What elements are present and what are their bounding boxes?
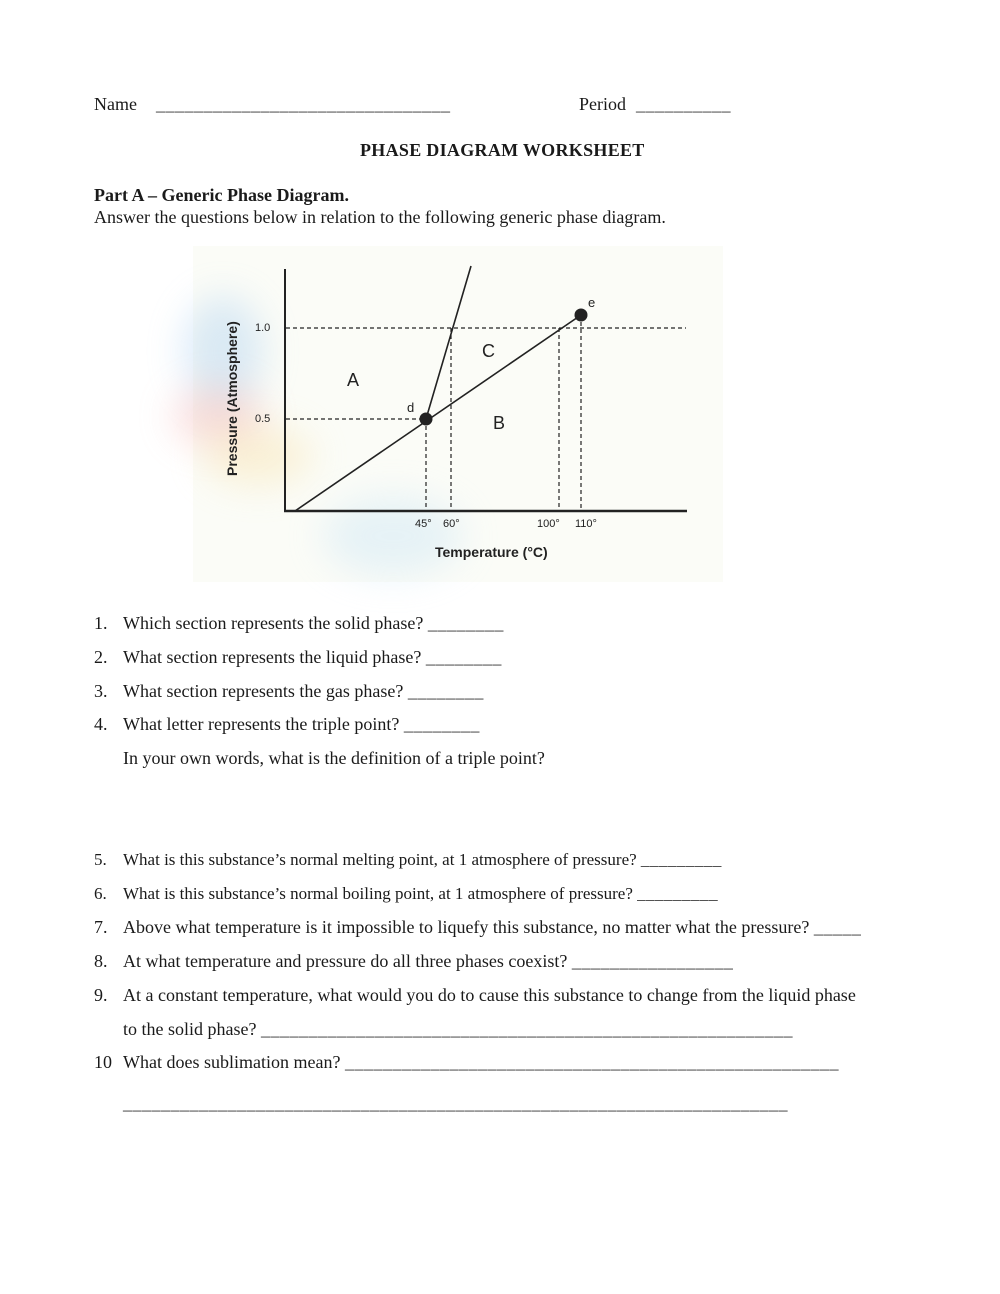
question-number: 1.	[94, 613, 108, 633]
part-a-heading: Part A – Generic Phase Diagram.	[94, 185, 349, 205]
region-a-label: A	[347, 370, 360, 390]
question-10-continued	[94, 1093, 788, 1114]
part-a-instructions: Answer the questions below in relation to the following generic phase diagram.	[94, 207, 666, 227]
question-text: In your own words, what is the definition of a triple point?	[123, 748, 545, 768]
question-text: Which section represents the solid phase?	[123, 613, 424, 633]
x-axis-label: Temperature (°C)	[435, 544, 548, 560]
x-tick-60: 60°	[443, 518, 460, 530]
question-number: 6.	[94, 884, 107, 903]
y-axis-label: Pressure (Atmosphere)	[224, 321, 240, 476]
question-2	[94, 647, 502, 668]
answer-blank[interactable]: _________________	[571, 951, 734, 971]
answer-blank[interactable]: ________________________________________________________	[260, 1019, 793, 1039]
y-tick-1-0: 1.0	[255, 322, 271, 334]
x-tick-100: 100°	[537, 518, 560, 530]
question-text: What is this substance’s normal melting point, at 1 atmosphere of pressure?	[123, 850, 637, 869]
question-text: What letter represents the triple point?	[123, 714, 400, 734]
answer-blank[interactable]: ____________________________________________________	[344, 1052, 839, 1072]
question-5	[94, 850, 722, 870]
question-text: Above what temperature is it impossible to liquefy this substance, no matter what the pressure?	[123, 917, 810, 937]
question-10	[94, 1052, 839, 1073]
answer-blank[interactable]: _____	[813, 917, 862, 937]
question-text: What section represents the gas phase?	[123, 681, 404, 701]
answer-blank[interactable]: ________	[425, 647, 502, 667]
question-number: 5.	[94, 850, 107, 869]
question-text: to the solid phase?	[123, 1019, 257, 1039]
question-number: 3.	[94, 681, 108, 701]
question-4	[94, 714, 480, 735]
name-field[interactable]: _______________________________	[156, 94, 451, 114]
name-label: Name	[94, 94, 137, 114]
answer-blank[interactable]: ________	[403, 714, 480, 734]
question-1	[94, 613, 504, 634]
point-d-label: d	[407, 400, 415, 415]
phase-diagram-figure	[193, 246, 723, 582]
critical-point-e	[575, 309, 588, 322]
region-b-label: B	[493, 413, 506, 433]
question-text: At what temperature and pressure do all three phases coexist?	[123, 951, 568, 971]
question-9	[94, 985, 856, 1006]
question-text: What is this substance’s normal boiling point, at 1 atmosphere of pressure?	[123, 884, 633, 903]
question-number: 7.	[94, 917, 108, 937]
question-3	[94, 681, 484, 702]
answer-blank[interactable]: _________	[640, 850, 722, 869]
phase-diagram-chart	[193, 246, 723, 582]
period-field[interactable]: __________	[636, 94, 731, 114]
period-label: Period	[579, 94, 626, 114]
question-7	[94, 917, 861, 938]
page-title: PHASE DIAGRAM WORKSHEET	[360, 140, 645, 160]
point-e-label: e	[588, 295, 596, 310]
question-number: 8.	[94, 951, 108, 971]
triple-point-d	[420, 413, 433, 426]
question-number: 10	[94, 1052, 112, 1072]
question-text: At a constant temperature, what would you do to cause this substance to change from the liquid phase	[123, 985, 856, 1005]
answer-blank[interactable]: ______________________________________________________________________	[123, 1093, 788, 1113]
question-number: 4.	[94, 714, 108, 734]
answer-blank[interactable]: ________	[407, 681, 484, 701]
x-tick-45: 45°	[415, 518, 432, 530]
question-8	[94, 951, 733, 972]
answer-blank[interactable]: ________	[427, 613, 504, 633]
question-text: What does sublimation mean?	[123, 1052, 341, 1072]
region-c-label: C	[482, 341, 495, 361]
question-text: What section represents the liquid phase?	[123, 647, 422, 667]
question-9-continued	[94, 1019, 793, 1040]
question-number: 2.	[94, 647, 108, 667]
question-4-followup	[94, 748, 545, 769]
x-tick-110: 110°	[575, 518, 597, 530]
answer-blank[interactable]: _________	[637, 884, 719, 903]
y-tick-0-5: 0.5	[255, 413, 271, 425]
question-6	[94, 884, 718, 904]
question-number: 9.	[94, 985, 108, 1005]
